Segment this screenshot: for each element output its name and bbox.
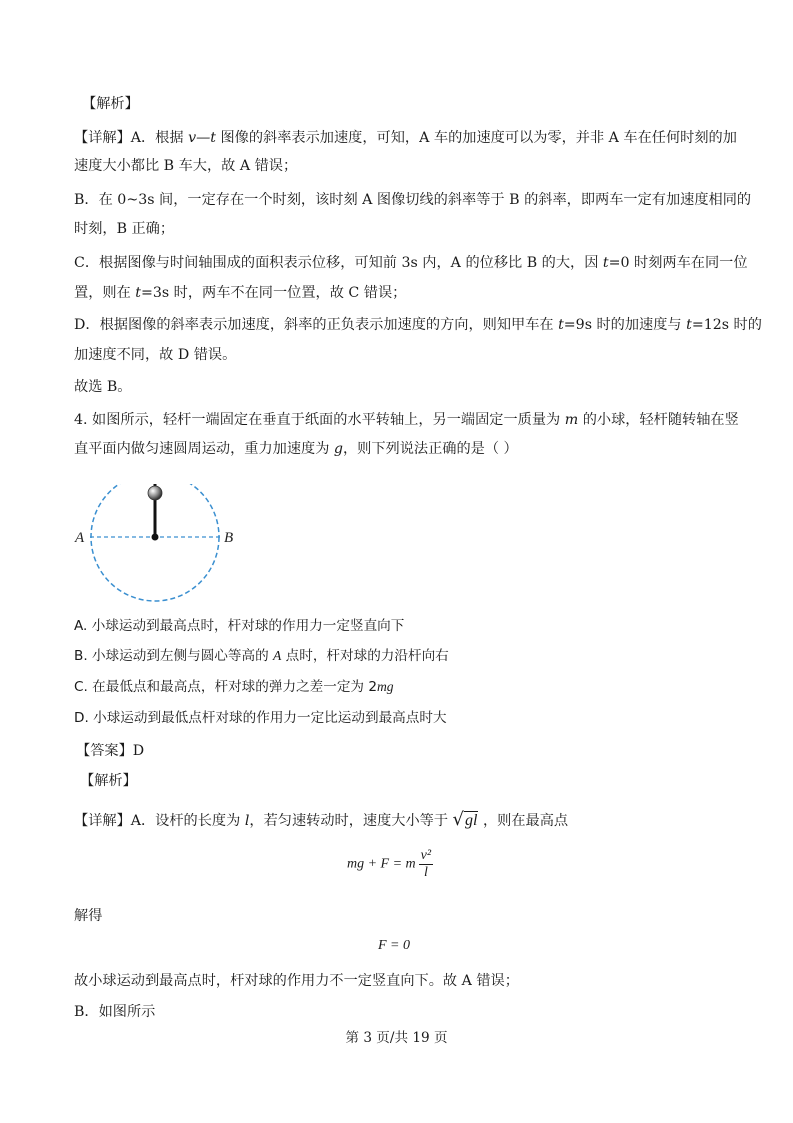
option-b: B. 小球运动到左侧与圆心等高的 A 点时，杆对球的力沿杆向右 — [74, 648, 449, 664]
detail-a-line1: 【详解】A．根据 v—t 图像的斜率表示加速度，可知，A 车的加速度可以为零，并非 A 车在任何时刻的加 — [74, 130, 737, 146]
label-b: B — [224, 530, 234, 546]
detail-d-line1: D．根据图像的斜率表示加速度，斜率的正负表示加速度的方向，则知甲车在 t=9s 时的加速度与 t=12s 时的 — [74, 317, 762, 333]
detail2-a-line: 【详解】A．设杆的长度为 l，若匀速转动时，速度大小等于 √gl ，则在最高点 — [74, 809, 569, 830]
pivot-axis — [152, 534, 159, 541]
detail-c-line2: 置，则在 t=3s 时，两车不在同一位置，故 C 错误； — [74, 285, 407, 301]
detail2-b: B．如图所示 — [74, 1004, 156, 1020]
question-4-line2: 直平面内做匀速圆周运动，重力加速度为 g，则下列说法正确的是（ ） — [74, 441, 518, 457]
equation-1: mg + F = m $\frac{\text{v²}}{l}$ — [347, 848, 432, 880]
jiede-label: 解得 — [74, 908, 103, 924]
jiexi-heading: 【解析】 — [82, 96, 139, 112]
option-d: D. 小球运动到最低点杆对球的作用力一定比运动到最高点时大 — [74, 710, 447, 726]
answer: 【答案】D — [76, 743, 145, 759]
ball — [146, 484, 164, 502]
conclusion-2: 故小球运动到最高点时，杆对球的作用力不一定竖直向下。故 A 错误； — [74, 973, 519, 989]
option-a: A. 小球运动到最高点时，杆对球的作用力一定竖直向下 — [74, 618, 405, 634]
circle-rod-figure — [68, 484, 248, 608]
sqrt-expression: √gl — [452, 809, 478, 830]
detail-d-line2: 加速度不同，故 D 错误。 — [74, 347, 237, 363]
label-a: A — [75, 530, 85, 546]
detail-c-line1: C．根据图像与时间轴围成的面积表示位移，可知前 3s 内，A 的位移比 B 的大，因 t=0 时刻两车在同一位 — [74, 255, 748, 271]
conclusion-1: 故选 B。 — [74, 379, 132, 395]
detail-b-line1: B．在 0~3s 间，一定存在一个时刻，该时刻 A 图像切线的斜率等于 B 的斜率，即两车一定有加速度相同的 — [74, 192, 752, 208]
question-4-line1: 4. 如图所示，轻杆一端固定在垂直于纸面的水平转轴上，另一端固定一质量为 m 的小球，轻杆随转轴在竖 — [74, 412, 739, 428]
jiexi-heading-2: 【解析】 — [80, 773, 137, 789]
detail-a-line2: 速度大小都比 B 车大，故 A 错误； — [74, 158, 298, 174]
page-footer: 第 3 页/共 19 页 — [345, 1030, 448, 1046]
detail-b-line2: 时刻，B 正确； — [74, 221, 175, 237]
equation-2: F = 0 — [378, 938, 410, 953]
option-c: C. 在最低点和最高点，杆对球的弹力之差一定为 2mg — [74, 679, 394, 695]
